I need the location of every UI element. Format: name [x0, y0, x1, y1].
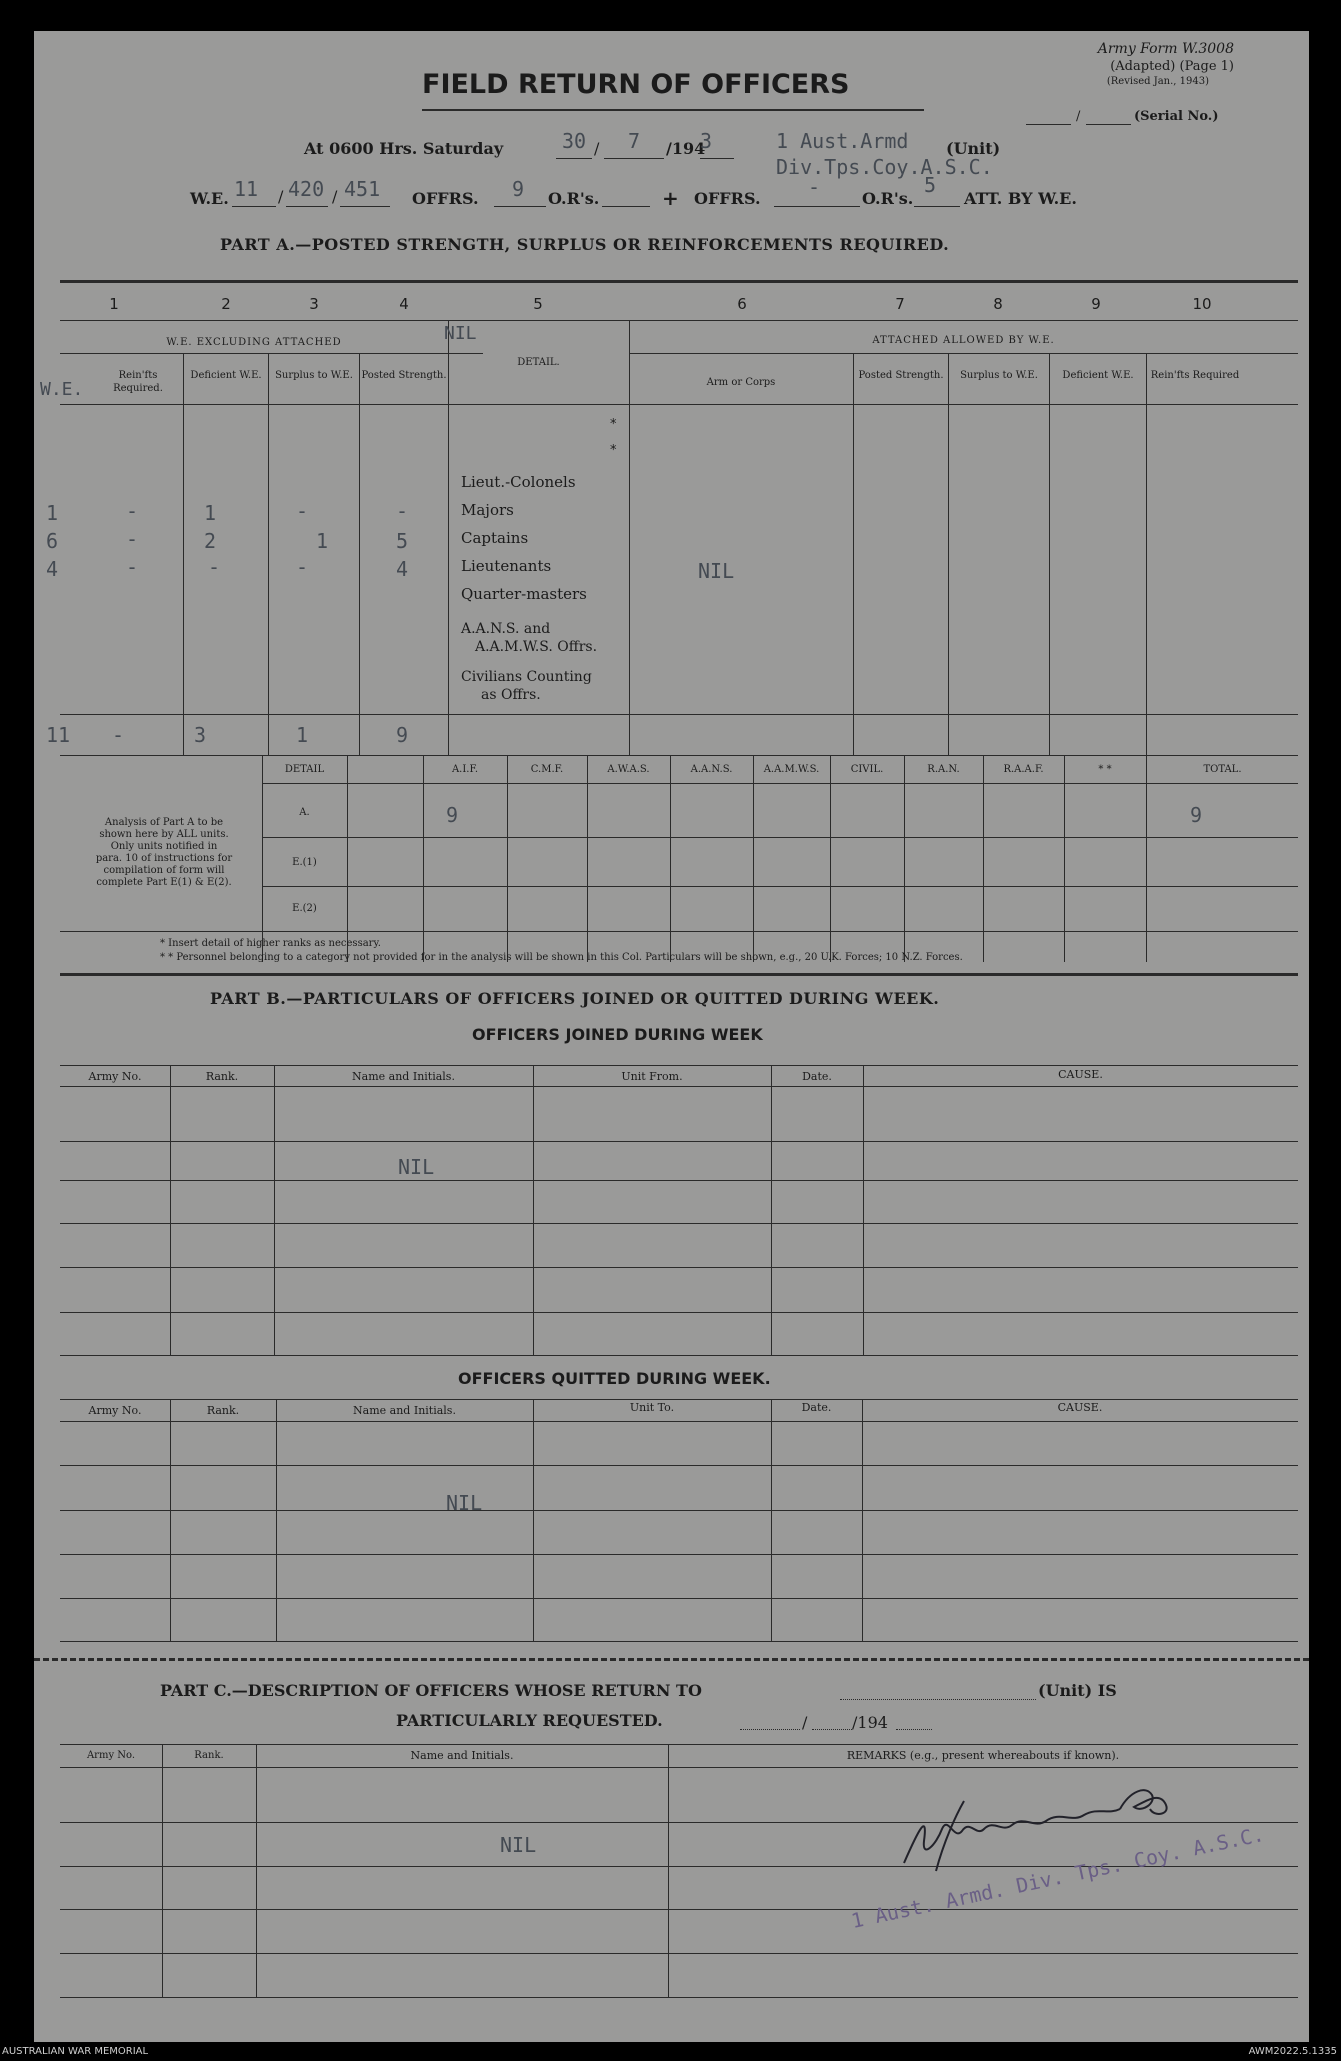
we-line-3	[340, 206, 390, 207]
revised-label: (Revised Jan., 1943)	[1106, 76, 1209, 87]
quitted-title: OFFICERS QUITTED DURING WEEK.	[458, 1369, 771, 1388]
v-a1	[183, 353, 184, 755]
joined-nil: NIL	[398, 1155, 435, 1179]
star-2: *	[610, 443, 617, 458]
analysis-note: Analysis of Part A to be shown here by ALL units. Only units notified in para. 10 of instructions for compilation of form will complete Part E(1) & E(2).	[95, 817, 233, 888]
an-rule-1	[262, 783, 1298, 784]
captains-we: 6	[46, 529, 59, 553]
date-day: 30	[562, 129, 587, 153]
we-line-2	[286, 206, 328, 207]
joined-rule-2	[60, 1180, 1298, 1181]
c-nil: NIL	[500, 1833, 537, 1857]
totals-bottom-rule	[60, 755, 1298, 756]
c-rule-3	[60, 1909, 1298, 1910]
joined-top	[60, 1065, 1298, 1066]
v-a8	[1049, 353, 1050, 755]
unit-line-2: Div.Tps.Coy.A.S.C.	[776, 155, 993, 179]
rank-aamws: A.A.M.W.S. Offrs.	[475, 639, 598, 655]
part-c-title-2: PARTICULARLY REQUESTED.	[396, 1711, 663, 1730]
col-number-8: 8	[993, 295, 1003, 313]
analysis-aif-a: 9	[446, 803, 459, 827]
adapted-label: (Adapted) (Page 1)	[1110, 59, 1234, 74]
qv4	[771, 1399, 772, 1641]
col-number-6: 6	[737, 295, 747, 313]
analysis-row-e1: E.(1)	[292, 857, 317, 868]
an-rule-3	[262, 886, 1298, 887]
c-rule-4	[60, 1953, 1298, 1954]
c-rank-header: Rank.	[194, 1750, 224, 1761]
analysis-awas-header: A.W.A.S.	[607, 764, 650, 775]
quitted-cause-header: CAUSE.	[1057, 1401, 1103, 1414]
joined-rank-header: Rank.	[205, 1070, 239, 1083]
title-underline	[422, 109, 924, 111]
we-value-2: 420	[288, 177, 325, 201]
an-bottom	[60, 931, 1298, 932]
col-number-9: 9	[1091, 295, 1101, 313]
analysis-row-a: A.	[299, 807, 310, 818]
part-c-date-sep: /	[802, 1713, 808, 1732]
quitted-unit-to-header: Unit To.	[629, 1401, 675, 1414]
rank-lieutenants: Lieutenants	[461, 557, 552, 575]
year-prefix: 194	[671, 139, 706, 158]
detail-header: DETAIL.	[517, 357, 560, 368]
rank-majors: Majors	[461, 501, 514, 519]
we-value-3: 451	[344, 177, 381, 201]
detail-nil: NIL	[444, 323, 477, 344]
joined-date-header: Date.	[802, 1070, 832, 1083]
date-day-line	[556, 158, 592, 159]
perforation-line	[34, 1658, 1309, 1661]
serial-sep: /	[1076, 109, 1081, 124]
rank-as-offrs: as Offrs.	[481, 687, 541, 703]
lieutenants-deficient: -	[208, 555, 221, 579]
analysis-cmf-header: C.M.F.	[530, 764, 564, 775]
captains-posted: 5	[396, 529, 409, 553]
majors-we: 1	[46, 501, 59, 525]
v-a4	[448, 320, 449, 755]
we-line-1	[232, 206, 276, 207]
total-posted: 9	[396, 723, 409, 747]
lieutenants-we: 4	[46, 557, 59, 581]
part-a-rule-2	[60, 320, 1298, 321]
attached-header: ATTACHED ALLOWED BY W.E.	[872, 335, 1055, 346]
quitted-rule-4	[60, 1598, 1298, 1599]
captains-rein: -	[126, 527, 139, 551]
jv1	[170, 1065, 171, 1355]
unit-label: (Unit)	[946, 139, 1001, 158]
v-a3	[359, 353, 360, 755]
part-c-unit-is: (Unit) IS	[1038, 1681, 1117, 1700]
part-b-title: PART B.—PARTICULARS OF OFFICERS JOINED OR QUITTED DURING WEEK.	[210, 989, 940, 1008]
part-c-unit-line	[840, 1699, 1036, 1700]
col-number-10: 10	[1192, 295, 1212, 313]
quitted-top	[60, 1399, 1298, 1400]
c-remarks-header: REMARKS (e.g., present whereabouts if known).	[846, 1749, 1120, 1762]
joined-head-bottom	[60, 1086, 1298, 1087]
col-number-5: 5	[533, 295, 543, 313]
an-rule-2	[262, 837, 1298, 838]
quitted-rule-2	[60, 1510, 1298, 1511]
arm-corps-header: Arm or Corps	[706, 377, 776, 388]
qv5	[862, 1399, 863, 1641]
joined-rule-5	[60, 1312, 1298, 1313]
quitted-nil: NIL	[446, 1491, 483, 1515]
ors-label: O.R's.	[548, 189, 600, 208]
captains-surplus: 1	[316, 529, 329, 553]
qv1	[170, 1399, 171, 1641]
part-c-year-line	[896, 1729, 932, 1730]
date-year-line	[700, 158, 734, 159]
rank-quartermasters: Quarter-masters	[461, 585, 587, 603]
part-c-date-line-1	[740, 1729, 800, 1730]
c-head-bottom	[60, 1767, 1298, 1768]
quitted-rule-1	[60, 1465, 1298, 1466]
analysis-aans-header: A.A.N.S.	[690, 764, 733, 775]
part-a-title: PART A.—POSTED STRENGTH, SURPLUS OR REINFORCEMENTS REQUIRED.	[220, 235, 950, 254]
joined-unit-from-header: Unit From.	[621, 1070, 683, 1083]
part-c-year-prefix: /194	[852, 1713, 888, 1732]
v-a7	[948, 353, 949, 755]
time-label: At 0600 Hrs. Saturday	[304, 139, 504, 158]
ors2-line	[914, 206, 960, 207]
joined-name-header: Name and Initials.	[352, 1070, 455, 1083]
serial-line-2	[1086, 124, 1131, 125]
analysis-detail-header: DETAIL	[284, 764, 325, 775]
rank-lieut-colonels: Lieut.-Colonels	[461, 473, 576, 491]
note-other-categories: * * Personnel belonging to a category not provided for in the analysis will be shown in this Col. Particulars will be shown, e.g., 20 U.K. Forces; 10 N.Z. Forces.	[160, 952, 963, 963]
lieutenants-rein: -	[126, 555, 139, 579]
analysis-aif-header: A.I.F.	[451, 764, 479, 775]
jv2	[274, 1065, 275, 1355]
attached-rule	[629, 353, 1298, 354]
joined-army-no-header: Army No.	[88, 1070, 142, 1083]
ors-line	[602, 206, 650, 207]
analysis-row-e2: E.(2)	[292, 903, 317, 914]
date-year: 3	[700, 129, 713, 153]
serial-line-1	[1026, 124, 1071, 125]
c-army-no-header: Army No.	[86, 1750, 136, 1761]
part-a-top-rule	[60, 280, 1298, 283]
majors-deficient: 1	[204, 501, 217, 525]
posted-strength-header: Posted Strength.	[361, 370, 447, 381]
footer-left: AUSTRALIAN WAR MEMORIAL	[2, 2046, 149, 2057]
form-title: FIELD RETURN OF OFFICERS	[422, 69, 850, 100]
quitted-date-header: Date.	[801, 1401, 832, 1414]
joined-cause-header: CAUSE.	[1058, 1068, 1103, 1081]
we-value-1: 11	[234, 177, 259, 201]
army-form-number: Army Form W.3008	[1097, 41, 1234, 57]
col-number-2: 2	[221, 295, 231, 313]
date-month-line	[604, 158, 664, 159]
quitted-rank-header: Rank.	[206, 1404, 240, 1417]
v-a9	[1146, 353, 1147, 755]
col-number-3: 3	[309, 295, 319, 313]
total-we: 11	[46, 723, 71, 747]
note-higher-ranks: * Insert detail of higher ranks as necessary.	[160, 938, 381, 949]
we-label: W.E.	[190, 189, 229, 208]
jv5	[863, 1065, 864, 1355]
rank-civilians: Civilians Counting	[461, 669, 592, 685]
col-number-7: 7	[895, 295, 905, 313]
offrs2-value: -	[808, 175, 821, 199]
c-bottom	[60, 1997, 1298, 1998]
cv3	[668, 1744, 669, 1997]
quitted-army-no-header: Army No.	[88, 1404, 142, 1417]
offrs-value: 9	[512, 177, 525, 201]
form-sheet: Army Form W.3008 (Adapted) (Page 1) (Revised Jan., 1943) / (Serial No.) FIELD RETURN OF OFFICERS At 0600 Hrs. Saturday 30 / 7 /194 3 1 Aust.Armd (Unit) Div.Tps.Coy.A.S.C. W.E. 11 / 420 / 451 OFFRS. 9 O.R's. + OFFRS. - O.R's. 5 ATT. BY W.E. PART A.—POSTED STRENGTH, SURPLUS OR REINFORCEMENTS REQUIRED. 1 2 3 4 5 6 7 8 9 10 W.E. EXCLUDING ATTACHED NIL DETAIL. ATTACHED ALLOWED BY W.E. Rein'fts Required. Deficient W.E. Surplus to W.E. Posted Strength. Arm or Corps Posted Strength. Surplus to W.E. Deficient W.E. Rein'fts Required W.E. * * Lieut.-Colonels Majors Captains Lieutenants Quarter-masters A.A.N.S. and A.A.M.W.S. Offrs. Civilians Counting as Offrs. 1 - 1 - - 6 - 2 1 5 4 - - - 4 NIL 11 - 3 1 9 DETAIL A.I.F. C.M.F. A.W.A.S. A.A.N.S. A.A.M.W.S. CIVIL. R.A.N. R.A.A.F. * * TOTAL. A. E.(1) E.(2) 9 9 Analysis of Part A to be shown here by ALL units. Only units notified in para. 10 of instructions for compilation of form will complete Part E(1) & E(2). * Insert detail of higher ranks as necessary. * * Personnel belonging to a category not provided for in the analysis will be shown in this Col. Particulars will be shown, e.g., 20 U.K. Forces; 10 N.Z. Forces. PART B.—PARTICULARS OF OFFICERS JOINED OR QUITTED DURING WEEK. OFFICERS JOINED DURING WEEK Army No. Rank. Name and Initials. Unit From. Date. CAUSE. NIL OFFICERS QUITTED DURING WEEK. Army No. Rank. Name and Initials. Unit To. Date. CAUSE. NIL PART C.—DESCRIPTION OF OFFICERS WHOSE RETURN TO (Unit) IS PARTICULARLY REQUESTED. / /194 Army No. Rank. Name and Initials. REMARKS (e.g., present whereabouts if known). NIL 1 Aust. Armd. Div. Tps. Coy. A.S.C.	[34, 31, 1309, 2042]
total-rein: -	[112, 723, 125, 747]
joined-rule-4	[60, 1267, 1298, 1268]
date-month: 7	[628, 129, 641, 153]
header-bottom-rule	[60, 404, 1298, 405]
serial-label: (Serial No.)	[1134, 109, 1219, 124]
analysis-aamws-header: A.A.M.W.S.	[763, 764, 820, 775]
qv2	[276, 1399, 277, 1641]
analysis-ran-header: R.A.N.	[927, 764, 960, 775]
analysis-total-header: TOTAL.	[1203, 764, 1242, 775]
we-excl-rule	[60, 353, 483, 354]
v-a6	[853, 353, 854, 755]
jv3	[533, 1065, 534, 1355]
rank-aans: A.A.N.S. and	[461, 621, 551, 637]
v-a2	[268, 353, 269, 755]
we-margin-label: W.E.	[40, 379, 84, 400]
jv4	[771, 1065, 772, 1355]
majors-posted: -	[396, 499, 409, 523]
offrs-label: OFFRS.	[412, 189, 479, 208]
total-surplus: 1	[296, 723, 309, 747]
analysis-total-a: 9	[1190, 803, 1203, 827]
majors-surplus: -	[296, 499, 309, 523]
att-rein-header: Rein'fts Required	[1150, 370, 1240, 381]
analysis-other-header: * *	[1098, 764, 1112, 775]
total-deficient: 3	[194, 723, 207, 747]
joined-title: OFFICERS JOINED DURING WEEK	[472, 1025, 763, 1044]
surplus-header: Surplus to W.E.	[275, 370, 353, 381]
cv2	[256, 1744, 257, 1997]
star-1: *	[610, 417, 617, 432]
att-deficient-header: Deficient W.E.	[1062, 370, 1134, 381]
we-excluding-header: W.E. EXCLUDING ATTACHED	[166, 337, 342, 348]
notes-bottom	[60, 973, 1298, 976]
col-number-4: 4	[399, 295, 409, 313]
att-surplus-header: Surplus to W.E.	[960, 370, 1038, 381]
offrs2-label: OFFRS.	[694, 189, 761, 208]
c-name-header: Name and Initials.	[410, 1749, 514, 1762]
plus-sign: +	[662, 186, 679, 210]
footer-right: AWM2022.5.1335	[1248, 2046, 1337, 2057]
quitted-name-header: Name and Initials.	[353, 1404, 456, 1417]
joined-rule-1	[60, 1141, 1298, 1142]
unit-line-1: 1 Aust.Armd	[776, 129, 909, 153]
analysis-raaf-header: R.A.A.F.	[1003, 764, 1044, 775]
offrs2-line	[774, 206, 860, 207]
quitted-bottom	[60, 1641, 1298, 1642]
col-number-1: 1	[109, 295, 119, 313]
part-c-title: PART C.—DESCRIPTION OF OFFICERS WHOSE RETURN TO	[160, 1681, 702, 1700]
attached-nil: NIL	[698, 559, 735, 583]
att-posted-header: Posted Strength.	[858, 370, 944, 381]
cv1	[162, 1744, 163, 1997]
c-top	[60, 1744, 1298, 1745]
lieutenants-posted: 4	[396, 557, 409, 581]
majors-rein: -	[126, 499, 139, 523]
captains-deficient: 2	[204, 529, 217, 553]
part-c-date-line-2	[812, 1729, 852, 1730]
deficient-header: Deficient W.E.	[190, 370, 262, 381]
rein-required-header: Rein'fts Required.	[113, 370, 163, 394]
att-label: ATT. BY W.E.	[964, 189, 1077, 208]
ors2-value: 5	[924, 173, 937, 197]
quitted-head-bottom	[60, 1421, 1298, 1422]
lieutenants-surplus: -	[296, 555, 309, 579]
rank-captains: Captains	[461, 529, 529, 547]
unit-stamp: 1 Aust. Armd. Div. Tps. Coy. A.S.C.	[849, 1821, 1267, 1933]
offrs-line	[494, 206, 546, 207]
qv3	[533, 1399, 534, 1641]
ors2-label: O.R's.	[862, 189, 914, 208]
body-bottom-rule	[60, 714, 1298, 715]
analysis-civil-header: CIVIL.	[850, 764, 884, 775]
quitted-rule-3	[60, 1554, 1298, 1555]
joined-rule-3	[60, 1223, 1298, 1224]
joined-bottom	[60, 1355, 1298, 1356]
